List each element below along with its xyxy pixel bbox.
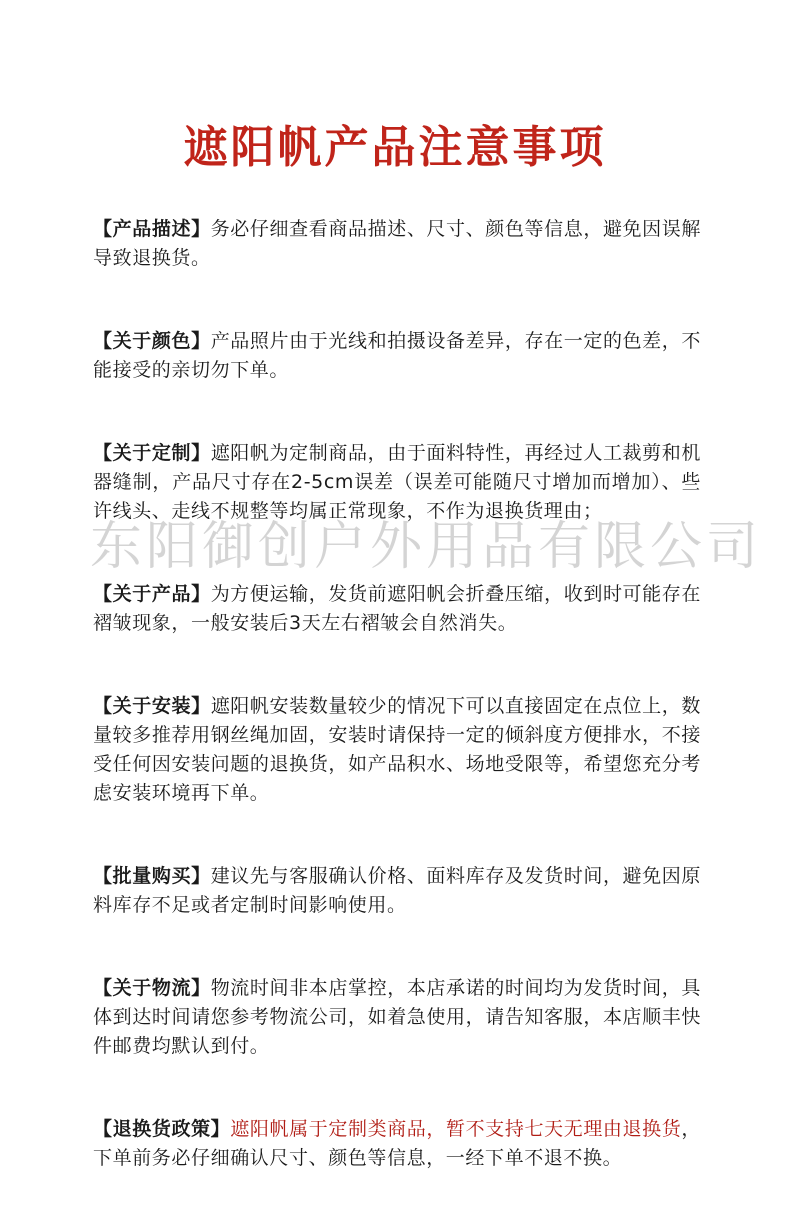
notice-product-description	[93, 215, 701, 273]
notice-text: 务必仔细查看商品描述、尺寸、颜色等信息，避免因误解导致退换货。	[93, 218, 701, 269]
notice-text: 建议先与客服确认价格、面料库存及发货时间，避免因原料库存不足或者定制时间影响使用。	[93, 865, 701, 916]
notice-list	[93, 215, 701, 1227]
notice-installation	[93, 692, 701, 808]
notice-text: 遮阳帆为定制商品，由于面料特性，再经过人工裁剪和机器缝制，产品尺寸存在2-5cm误差（误差可能随尺寸增加而增加）、些许线头、走线不规整等均属正常现象，不作为退换货理由；	[93, 442, 701, 522]
notice-label: 【批量购买】	[93, 865, 211, 887]
notice-product	[93, 580, 701, 638]
notice-bulk-purchase	[93, 862, 701, 920]
notice-logistics	[93, 974, 701, 1061]
notice-label: 【产品描述】	[93, 218, 211, 240]
notice-label: 【关于安装】	[93, 695, 211, 717]
notice-text-highlight: 遮阳帆属于定制类商品，暂不支持七天无理由退换货	[230, 1118, 682, 1140]
notice-return-policy	[93, 1115, 701, 1173]
notice-text: 遮阳帆安装数量较少的情况下可以直接固定在点位上，数量较多推荐用钢丝绳加固，安装时请保持一定的倾斜度方便排水，不接受任何因安装问题的退换货，如产品积水、场地受限等，希望您充分考虑安装环境再下单。	[93, 695, 701, 804]
company-watermark: 东阳御创户外用品有限公司	[90, 517, 763, 577]
notice-label: 【关于颜色】	[93, 330, 211, 352]
notice-label: 【关于产品】	[93, 583, 211, 605]
notice-text: 物流时间非本店掌控，本店承诺的时间均为发货时间，具体到达时间请您参考物流公司，如着急使用，请告知客服，本店顺丰快件邮费均默认到付。	[93, 977, 701, 1057]
notice-text: 产品照片由于光线和拍摄设备差异，存在一定的色差，不能接受的亲切勿下单。	[93, 330, 701, 381]
page-title: 遮阳帆产品注意事项	[183, 122, 607, 173]
notice-label: 【退换货政策】	[93, 1118, 231, 1140]
notice-customization	[93, 439, 701, 526]
notice-color	[93, 327, 701, 385]
notice-text: ，下单前务必仔细确认尺寸、颜色等信息，一经下单不退不换。	[93, 1118, 701, 1169]
notice-label: 【关于定制】	[93, 442, 211, 464]
notice-text: 为方便运输，发货前遮阳帆会折叠压缩，收到时可能存在褶皱现象，一般安装后3天左右褶皱会自然消失。	[93, 583, 701, 634]
notice-label: 【关于物流】	[93, 977, 211, 999]
